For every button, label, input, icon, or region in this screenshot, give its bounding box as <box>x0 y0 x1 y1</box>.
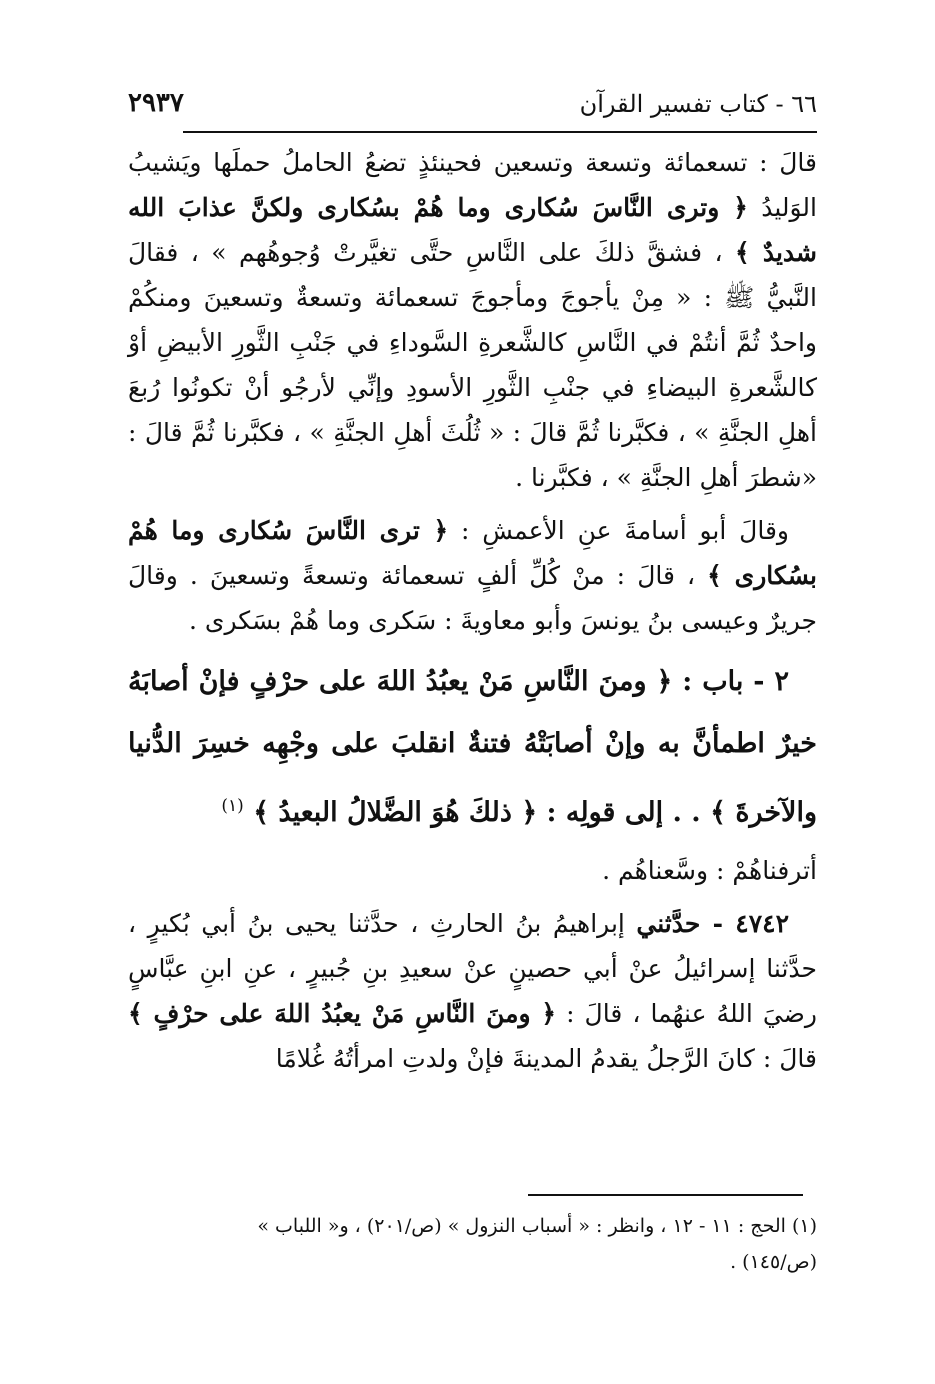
text-run: وقالَ أبو أسامةَ عنِ الأعمشِ : <box>448 516 789 545</box>
paragraph-1 <box>128 140 817 500</box>
hadith-number: ٤٧٤٢ - حدَّثني <box>636 909 789 938</box>
footnotes <box>128 1208 817 1280</box>
page-number: ٢٩٣٧ <box>128 88 184 118</box>
paragraph-3 <box>128 848 817 893</box>
footnote-rule <box>528 1194 803 1196</box>
text-run: قالَ : تسعمائة وتسعة وتسعين فحينئذٍ تضعُ الحاملُ حملَها ويَشيبُ الوَليدُ <box>128 148 817 222</box>
text-run: قالَ : كانَ الرَّجلُ يقدمُ المدينةَ فإنْ ولدتِ امرأتُهُ غُلامًا <box>275 1044 817 1073</box>
footnote-line-2: (ص/١٤٥) . <box>730 1251 817 1273</box>
running-head: ٦٦ - كتاب تفسير القرآن <box>579 90 817 118</box>
text-run: إبراهيمُ بنُ الحارثِ ، حدَّثنا يحيى بنُ أبي بُكيرٍ ، حدَّثنا إسرائيلُ عنْ أبي حصينٍ عنْ سعيدِ بنِ جُبيرٍ ، عنِ ابنِ عبَّاسٍ رضيَ اللهُ عنهُما ، قالَ : <box>128 909 817 1028</box>
page-header <box>128 88 817 124</box>
main-text <box>128 140 817 1089</box>
hadith-paragraph <box>128 901 817 1081</box>
footnote-reference: (١) <box>221 796 244 816</box>
quran-quote: ﴿ ومنَ النَّاسِ مَنْ يعبُدُ اللهَ على حرْفٍ ﴾ <box>128 999 557 1028</box>
header-rule <box>183 131 817 133</box>
chapter-heading-text: ٢ - باب : ﴿ ومنَ النَّاسِ مَنْ يعبُدُ اللهَ على حرْفٍ فإنْ أصابَهُ خيرٌ اطمأنَّ به وإنْ أصابَتْهُ فتنةٌ انقلبَ على وجْهِه خسِرَ الدُّنيا والآخرةَ ﴾ . . إلى قولِه : ﴿ ذلكَ هُوَ الضَّلالُ البعيدُ ﴾ <box>128 666 817 828</box>
text-run: أترفناهُمْ : وسَّعناهُم . <box>602 856 817 885</box>
chapter-heading <box>128 651 817 844</box>
text-run: ، فشقَّ ذلكَ على النَّاسِ حتَّى تغيَّرتْ وُجوهُهم » ، فقالَ النَّبيُّ ﷺ : « مِنْ يأجوجَ ومأجوجَ تسعمائة وتسعةٌ وتسعينَ ومنكُمْ واحدٌ ثُمَّ أنتُمْ في النَّاسِ كالشَّعرةِ السَّوداءِ في جَنْبِ الثَّورِ الأبيضِ أوْ كالشَّعرةِ البيضاءِ في جنْبِ الثَّورِ الأسودِ وإنِّي لأرجُو أنْ تكونُوا رُبعَ أهلِ الجنَّةِ » ، فكبَّرنا ثُمَّ قالَ : « ثُلُثَ أهلِ الجنَّةِ » ، فكبَّرنا ثُمَّ قالَ : «شطرَ أهلِ الجنَّةِ » ، فكبَّرنا . <box>128 238 817 492</box>
paragraph-2 <box>128 508 817 643</box>
footnote-line-1: (١) الحج : ١١ - ١٢ ، وانظر : « أسباب النزول » (ص/٢٠١) ، و« اللباب » <box>257 1215 817 1237</box>
quran-quote: ﴿ ترى النَّاسَ سُكارى وما هُمْ بسُكارى ﴾ <box>128 516 817 590</box>
quran-quote: ﴿ وترى النَّاسَ سُكارى وما هُمْ بسُكارى ولكنَّ عذابَ الله شديدٌ ﴾ <box>128 193 817 267</box>
text-run: ، قالَ : منْ كُلِّ ألفٍ تسعمائة وتسعةً وتسعينَ . وقالَ جريرٌ وعيسى بنُ يونسَ وأبو معاويةَ : سَكرى وما هُمْ بسَكرى . <box>128 561 817 635</box>
